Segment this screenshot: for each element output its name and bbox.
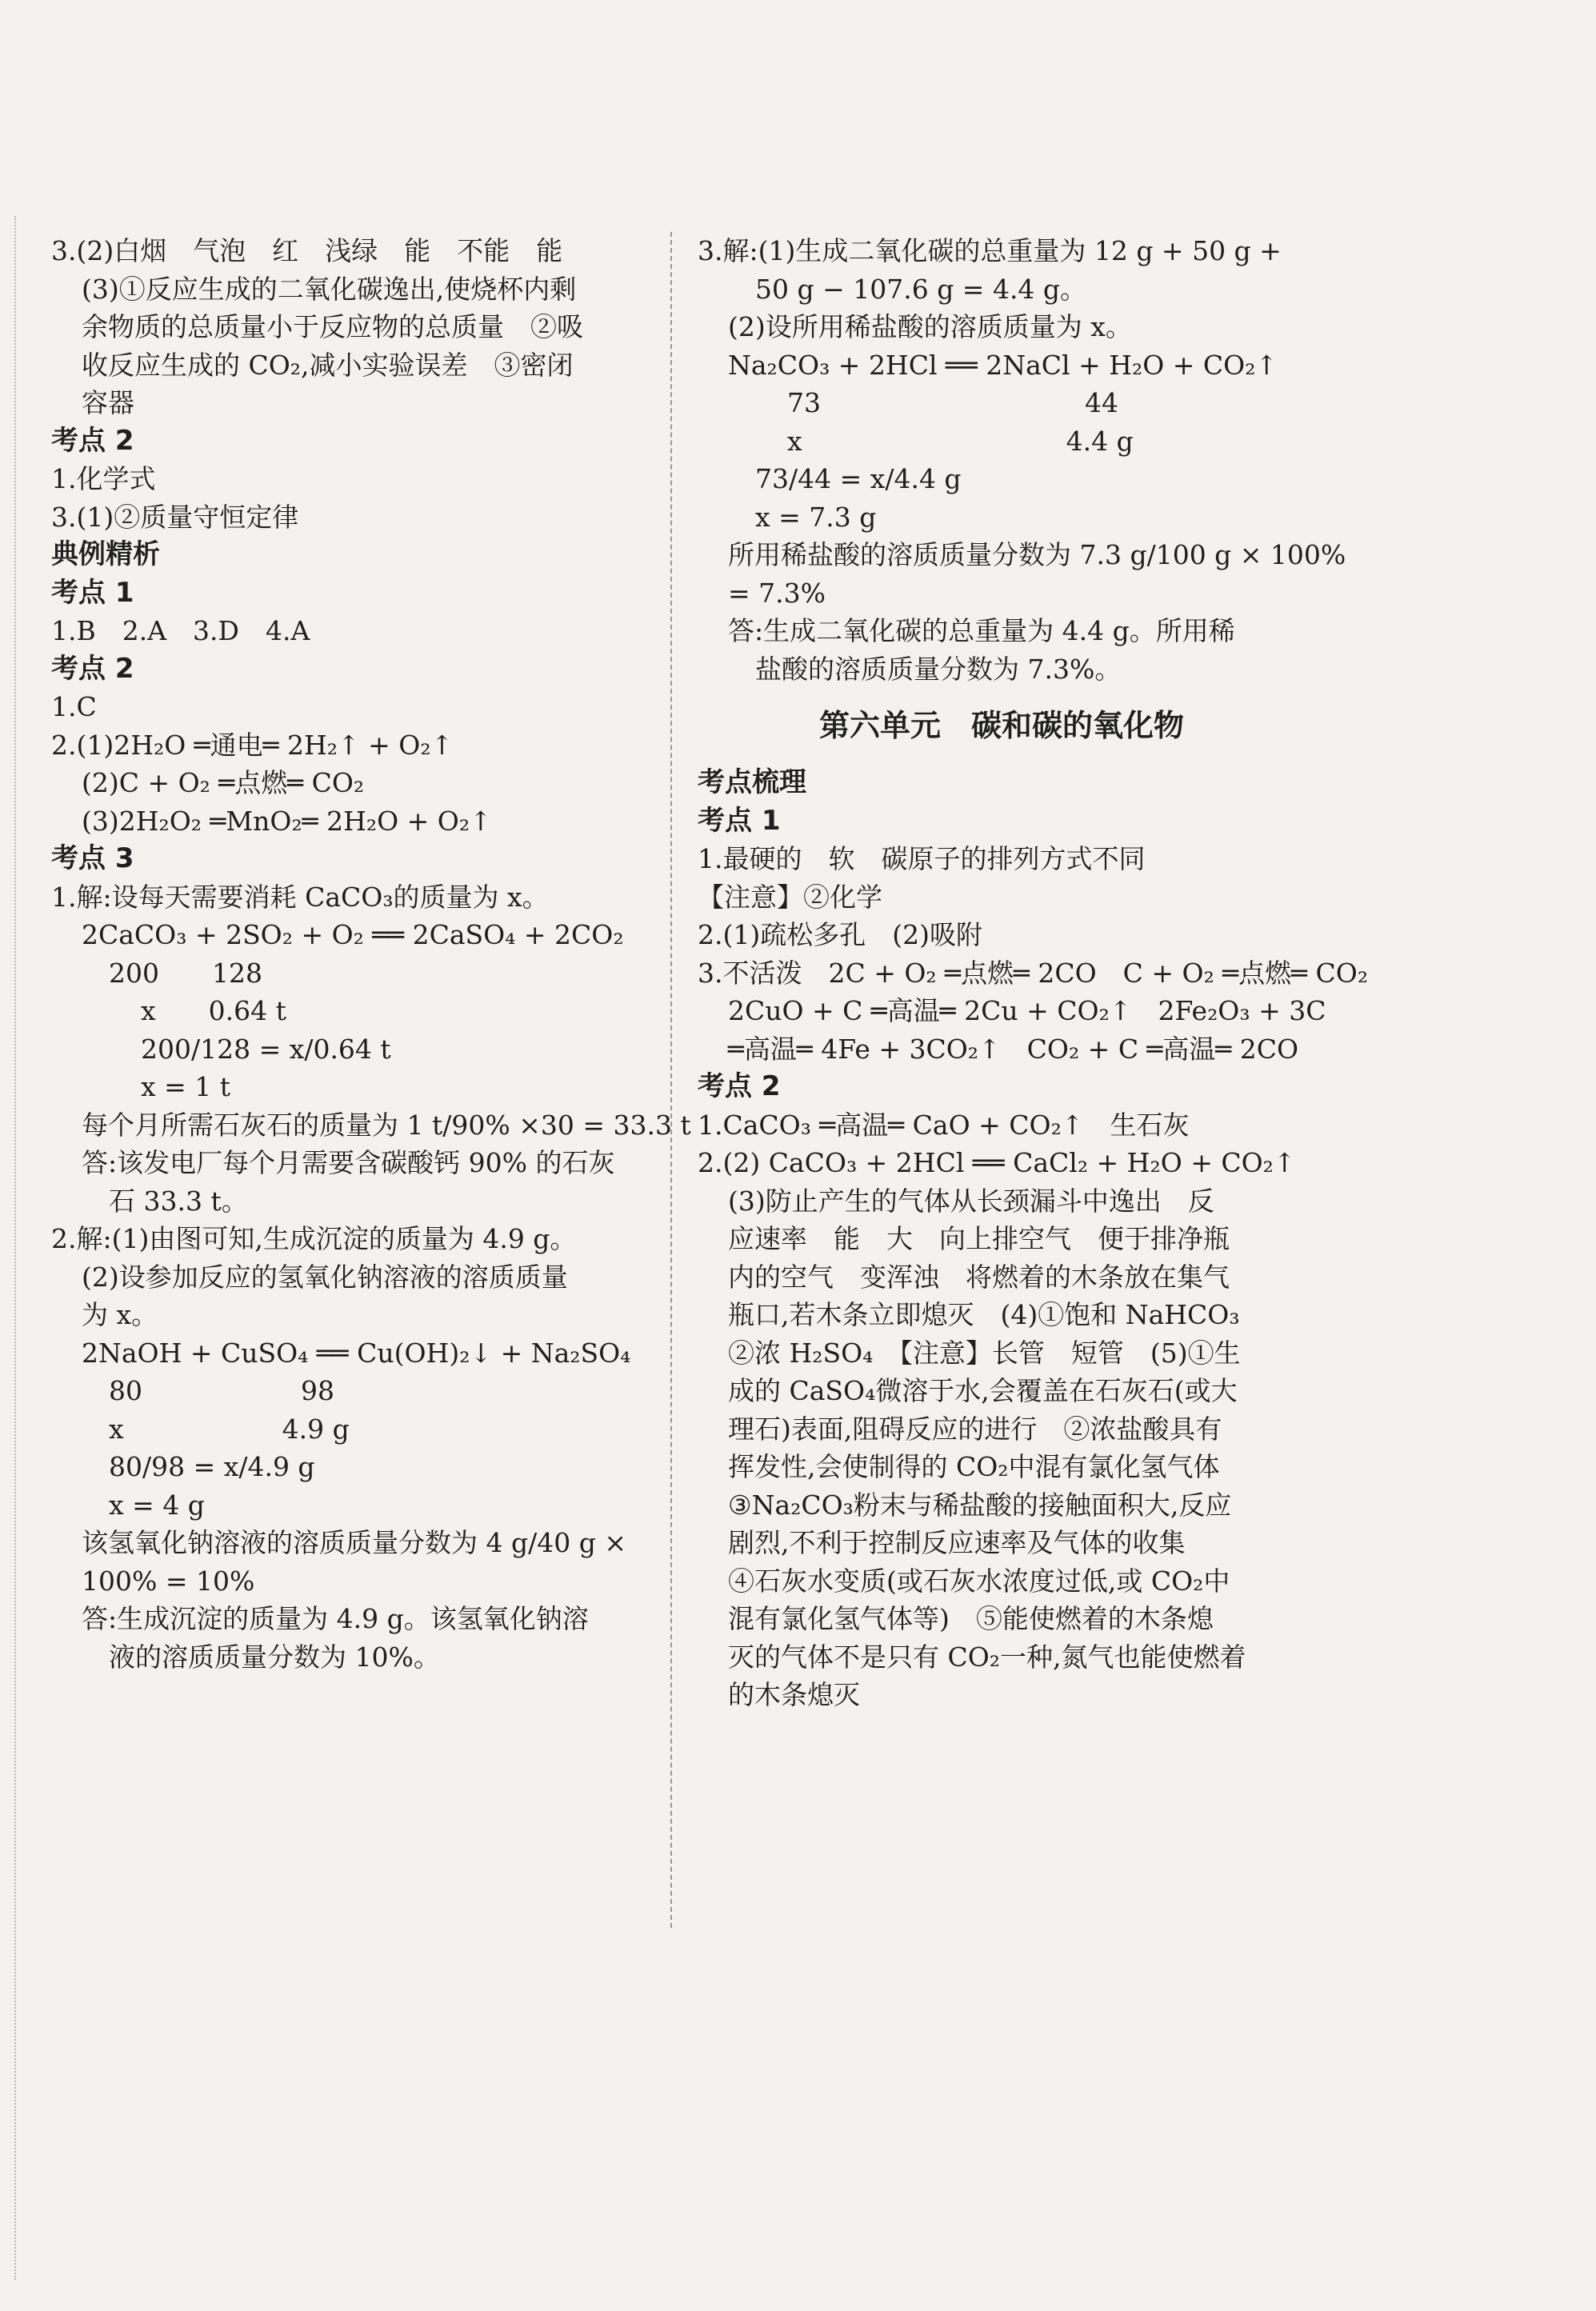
text-line: ═高温═ 4Fe + 3CO₂↑ CO₂ + C ═高温═ 2CO	[728, 1033, 1299, 1065]
section-heading: 考点梳理	[698, 766, 806, 798]
text-line: 1.解:设每天需要消耗 CaCO₃的质量为 x。	[51, 881, 549, 913]
section-heading: 考点 3	[51, 842, 134, 874]
text-line: 3.解:(1)生成二氧化碳的总重量为 12 g + 50 g +	[698, 235, 1282, 266]
text-line: x 0.64 t	[141, 995, 286, 1026]
text-line: 2CuO + C ═高温═ 2Cu + CO₂↑ 2Fe₂O₃ + 3C	[728, 995, 1326, 1026]
column-divider	[670, 232, 672, 1928]
text-line: 答:生成沉淀的质量为 4.9 g。该氢氧化钠溶	[82, 1603, 589, 1634]
section-heading: 考点 2	[51, 424, 134, 457]
text-line: (3)防止产生的气体从长颈漏斗中逸出 反	[728, 1185, 1214, 1217]
section-heading: 考点 1	[698, 804, 781, 837]
text-line: 3.不活泼 2C + O₂ ═点燃═ 2CO C + O₂ ═点燃═ CO₂	[698, 957, 1369, 989]
text-line: (2)设所用稀盐酸的溶质质量为 x。	[728, 311, 1132, 342]
text-line: 剧烈,不利于控制反应速率及气体的收集	[728, 1527, 1186, 1558]
text-line: 盐酸的溶质质量分数为 7.3%。	[755, 653, 1122, 685]
text-line: 该氢氧化钠溶液的溶质质量分数为 4 g/40 g ×	[82, 1527, 626, 1558]
text-line: 2CaCO₃ + 2SO₂ + O₂ ══ 2CaSO₄ + 2CO₂	[82, 919, 624, 950]
text-line: 答:该发电厂每个月需要含碳酸钙 90% 的石灰	[82, 1147, 615, 1178]
text-line: 容器	[82, 387, 134, 418]
unit-title: 第六单元 碳和碳的氧化物	[818, 708, 1184, 743]
text-line: x = 1 t	[141, 1071, 230, 1102]
text-line: 的木条熄灭	[728, 1679, 860, 1710]
text-line: 1.化学式	[51, 463, 156, 494]
text-line: 内的空气 变浑浊 将燃着的木条放在集气	[728, 1261, 1230, 1293]
text-line: (2)C + O₂ ═点燃═ CO₂	[82, 767, 365, 798]
section-heading: 考点 1	[51, 576, 134, 609]
text-line: 理石)表面,阻碍反应的进行 ②浓盐酸具有	[728, 1413, 1222, 1445]
text-line: x 4.9 g	[109, 1413, 350, 1445]
text-line: 成的 CaSO₄微溶于水,会覆盖在石灰石(或大	[728, 1375, 1238, 1406]
text-line: x 4.4 g	[787, 425, 1134, 457]
text-line: ④石灰水变质(或石灰水浓度过低,或 CO₂中	[728, 1565, 1230, 1597]
section-heading: 考点 2	[51, 652, 134, 685]
text-line: 1.C	[51, 691, 97, 722]
text-line: 答:生成二氧化碳的总重量为 4.4 g。所用稀	[728, 615, 1235, 646]
text-line: 2.(2) CaCO₃ + 2HCl ══ CaCl₂ + H₂O + CO₂↑	[698, 1147, 1296, 1178]
page-edge-line	[14, 216, 16, 2280]
text-line: 73 44	[787, 387, 1118, 418]
text-line: 80/98 = x/4.9 g	[109, 1451, 315, 1482]
text-line: 石 33.3 t。	[109, 1185, 248, 1217]
text-line: 50 g − 107.6 g = 4.4 g。	[755, 273, 1087, 305]
text-line: ③Na₂CO₃粉末与稀盐酸的接触面积大,反应	[728, 1489, 1232, 1521]
text-line: 【注意】②化学	[698, 881, 882, 913]
text-line: 2.解:(1)由图可知,生成沉淀的质量为 4.9 g。	[51, 1223, 577, 1254]
text-line: 收反应生成的 CO₂,减小实验误差 ③密闭	[82, 349, 574, 381]
text-line: (2)设参加反应的氢氧化钠溶液的溶质质量	[82, 1261, 568, 1293]
text-line: 余物质的总质量小于反应物的总质量 ②吸	[82, 311, 583, 342]
text-line: 灭的气体不是只有 CO₂一种,氮气也能使燃着	[728, 1641, 1246, 1673]
text-line: 3.(1)②质量守恒定律	[51, 501, 299, 533]
text-line: 3.(2)白烟 气泡 红 浅绿 能 不能 能	[51, 235, 563, 266]
left-column	[51, 232, 691, 1676]
text-line: 挥发性,会使制得的 CO₂中混有氯化氢气体	[728, 1451, 1220, 1482]
text-line: 混有氯化氢气体等) ⑤能使燃着的木条熄	[728, 1603, 1214, 1634]
text-line: Na₂CO₃ + 2HCl ══ 2NaCl + H₂O + CO₂↑	[728, 349, 1278, 381]
text-line: 200 128	[109, 957, 262, 989]
text-line: 1.CaCO₃ ═高温═ CaO + CO₂↑ 生石灰	[698, 1109, 1190, 1141]
text-line: 应速率 能 大 向上排空气 便于排净瓶	[728, 1223, 1230, 1254]
text-line: x = 4 g	[109, 1489, 205, 1521]
text-line: 200/128 = x/0.64 t	[141, 1033, 391, 1065]
text-line: 80 98	[109, 1375, 334, 1406]
text-line: 每个月所需石灰石的质量为 1 t/90% ×30 = 33.3 t	[82, 1109, 691, 1141]
text-line: 所用稀盐酸的溶质质量分数为 7.3 g/100 g × 100%	[728, 539, 1346, 570]
text-line: 为 x。	[82, 1299, 158, 1330]
section-heading: 考点 2	[698, 1070, 781, 1102]
text-line: 液的溶质质量分数为 10%。	[109, 1641, 440, 1673]
text-line: (3)2H₂O₂ ═MnO₂═ 2H₂O + O₂↑	[82, 805, 492, 837]
text-line: 2.(1)2H₂O ═通电═ 2H₂↑ + O₂↑	[51, 729, 454, 761]
text-line: 2.(1)疏松多孔 (2)吸附	[698, 919, 982, 950]
text-line: 瓶口,若木条立即熄灭 (4)①饱和 NaHCO₃	[728, 1299, 1240, 1330]
text-line: 2NaOH + CuSO₄ ══ Cu(OH)₂↓ + Na₂SO₄	[82, 1337, 631, 1369]
text-line: 1.最硬的 软 碳原子的排列方式不同	[698, 843, 1146, 874]
right-column	[698, 232, 1369, 1714]
text-line: 1.B 2.A 3.D 4.A	[51, 615, 310, 646]
text-line: ②浓 H₂SO₄ 【注意】长管 短管 (5)①生	[728, 1337, 1241, 1369]
text-line: 73/44 = x/4.4 g	[755, 463, 962, 494]
text-line: = 7.3%	[728, 577, 826, 609]
text-line: (3)①反应生成的二氧化碳逸出,使烧杯内剩	[82, 273, 577, 305]
text-line: x = 7.3 g	[755, 501, 877, 533]
text-line: 100% = 10%	[82, 1565, 255, 1597]
section-heading: 典例精析	[51, 538, 160, 570]
